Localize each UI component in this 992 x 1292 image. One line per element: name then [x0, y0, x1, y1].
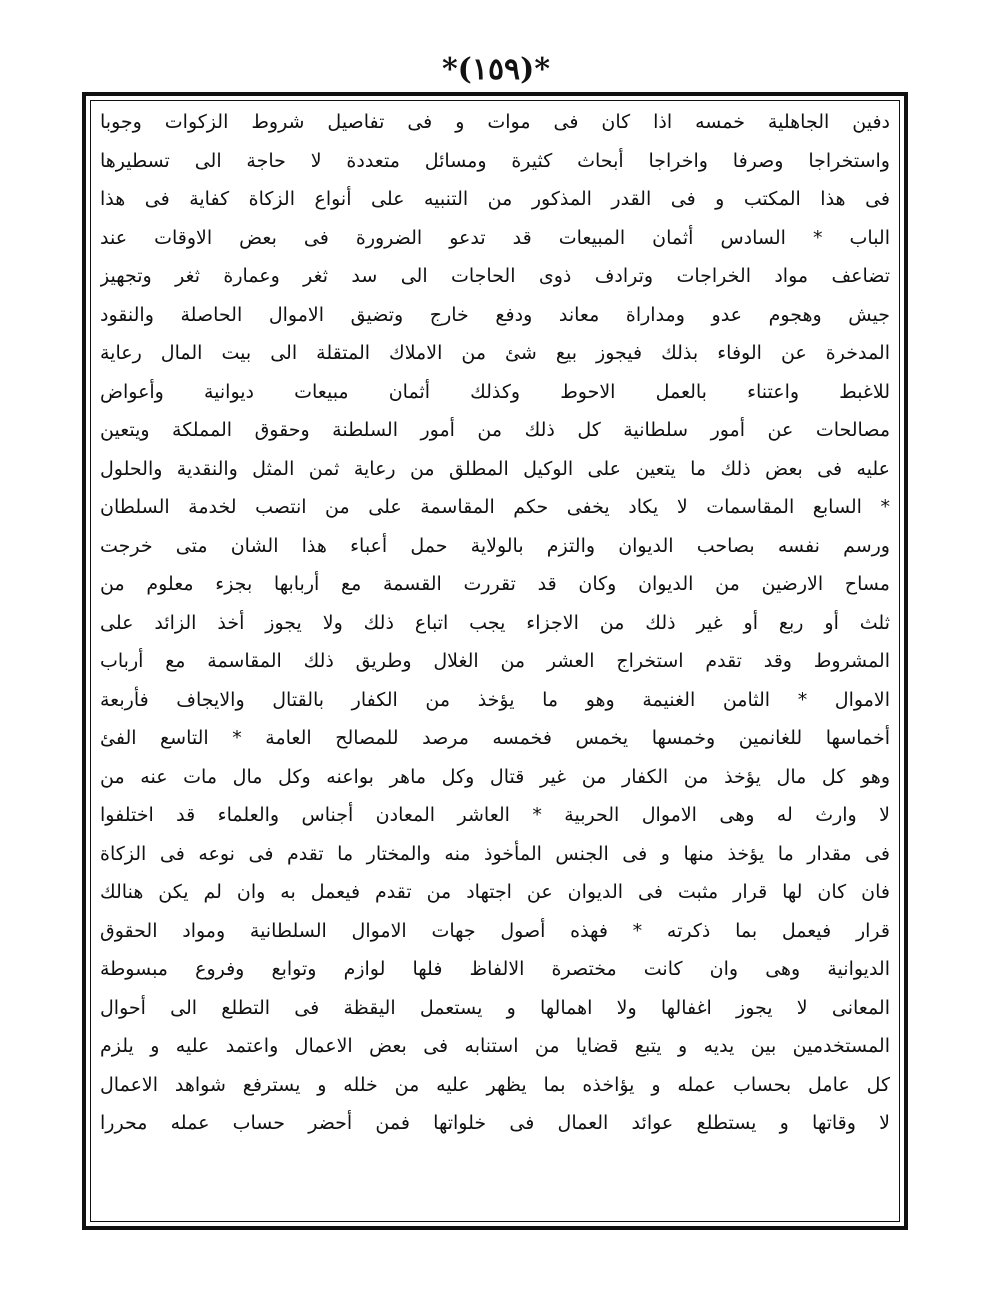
page-number: *(١٥٩)* [441, 52, 551, 87]
text-line: لا وقاتها و يستطلع عوائد العمال فى خلواتها فمن أحضر حساب عمله محررا [100, 1112, 890, 1134]
text-line: ورسم نفسه بصاحب الديوان والتزم بالولاية حمل أعباء هذا الشان متى خرجت [100, 534, 890, 557]
text-line: تضاعف مواد الخراجات وترادف ذوى الحاجات الى سد ثغر وعمارة ثغر وتجهيز [100, 265, 890, 287]
text-line: فان كان لها قرار مثبت فى الديوان عن اجتهاد من تقدم فيعمل به وان لم يكن هنالك [100, 881, 890, 903]
text-line: المدخرة عن الوفاء بذلك فيجوز بيع شئ من الاملاك المتقلة الى بيت المال رعاية [100, 342, 890, 364]
text-line: عليه فى بعض ذلك ما يتعين على الوكيل المطلق من رعاية ثمن المثل والنقدية والحلول [100, 457, 890, 480]
text-line: لا وارث له وهى الاموال الحربية * العاشر المعادن أجناس والعلماء قد اختلفوا [100, 804, 890, 826]
text-line: * السابع المقاسمات لا يكاد يخفى حكم المقاسمة على من انتصب لخدمة السلطان [100, 496, 890, 518]
text-line: مصالحات عن أمور سلطانية كل ذلك من أمور السلطنة وحقوق المملكة ويتعين [100, 419, 890, 441]
text-line: دفين الجاهلية خمسه اذا كان فى موات و فى تفاصيل شروط الزكوات وجوبا [100, 111, 890, 133]
text-line: كل عامل بحساب عمله و يؤاخذه بما يظهر عليه من خلله و يسترفع شواهد الاعمال [100, 1073, 890, 1096]
text-line: المستخدمين بين يديه و يتبع قضايا من استنابه فى بعض الاعمال واعتمد عليه و يلزم [100, 1035, 890, 1057]
text-line: مساح الارضين من الديوان وكان قد تقررت القسمة مع أربابها بجزء معلوم من [100, 573, 890, 595]
text-line: الاموال * الثامن الغنيمة وهو ما يؤخذ من الكفار بالقتال والايجاف فأربعة [100, 688, 890, 711]
text-line: الديوانية وهى وان كانت مختصرة الالفاظ فلها لوازم وتوابع وفروع مبسوطة [100, 958, 890, 980]
text-line: الباب * السادس أثمان المبيعات قد تدعو الضرورة فى بعض الاوقات عند [100, 226, 890, 249]
text-line: المعانى لا يجوز اغفالها ولا اهمالها و يستعمل اليقظة فى التطلع الى أحوال [100, 996, 890, 1019]
text-line: وهو كل مال يؤخذ من الكفار من غير قتال وكل ماهر بواعنه وكل مال مات عنه من [100, 765, 890, 788]
text-line: جيش وهجوم عدو ومداراة معاند ودفع خارج وتضيق الاموال الحاصلة والنقود [100, 303, 890, 326]
text-line: ثلث أو ربع أو غير ذلك من الاجزاء يجب اتباع ذلك ولا يجوز أخذ الزائد على [100, 611, 890, 634]
text-line: قرار فيعمل بما ذكرته * فهذه أصول جهات الاموال السلطانية ومواد الحقوق [100, 919, 890, 942]
text-line: فى مقدار ما يؤخذ منها و فى الجنس المأخوذ منه والمختار ما تقدم فى نوعه فى الزكاة [100, 842, 890, 865]
text-line: للاغبط واعتناء بالعمل الاحوط وكذلك أثمان مبيعات ديوانية وأعواض [100, 380, 890, 403]
manuscript-text-block [100, 103, 890, 1223]
text-line: المشروط وقد تقدم استخراج العشر من الغلال وطريق ذلك المقاسمة مع أرباب [100, 650, 890, 672]
text-line: فى هذا المكتب و فى القدر المذكور من التنبيه على أنواع الزكاة كفاية فى هذا [100, 188, 890, 210]
text-line: واستخراجا وصرفا واخراجا أبحاث كثيرة ومسائل متعددة لا حاجة الى تسطيرها [100, 149, 890, 172]
text-line: أخماسها للغانمين وخمسها يخمس فخمسه مرصد للمصالح العامة * التاسع الفئ [100, 727, 890, 749]
